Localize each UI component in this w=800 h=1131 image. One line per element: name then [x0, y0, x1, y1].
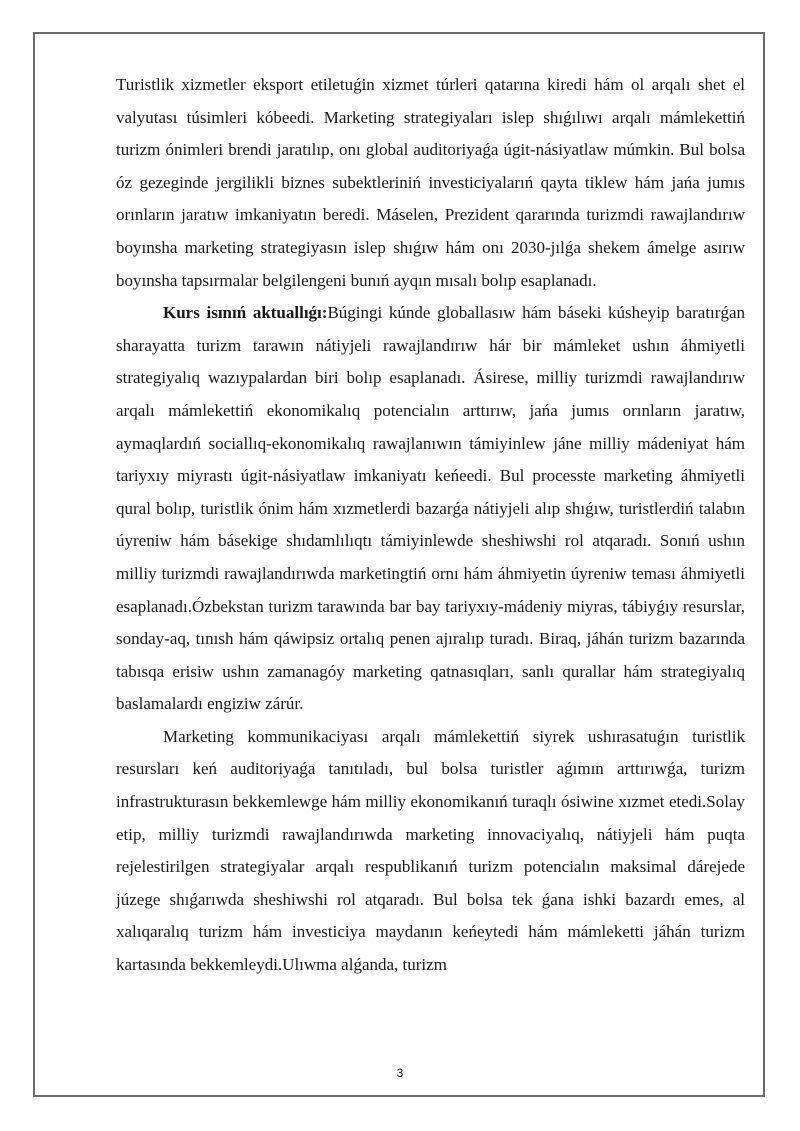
page-number: 3: [396, 1066, 404, 1080]
paragraph-3: [116, 721, 745, 982]
paragraph-1-text: Turistlik xizmetler eksport etiletuǵin xizmet túrleri qatarına kiredi hám ol arqalı shet el valyutası túsimleri kóbeedi. Marketing strategiyaları islep shıǵılıwı arqalı mámlekettiń turizm ónimleri brendi jaratılıp, onı global auditoriyaǵa úgit-násiyatlaw múmkin. Bul bolsa óz gezeginde jergilikli biznes subektleriniń investiciyalarıń qayta tiklew hám jańa jumıs orınların jaratıw imkaniyatın beredi. Máselen, Prezident qararında turizmdi rawajlandırıw boyınsha marketing strategiyasın islep shıǵıw hám onı 2030-jılǵa shekem ámelge asırıw boyınsha tapsırmalar belgilengeni bunıń ayqın mısalı bolıp esaplanadı.: [116, 75, 745, 290]
paragraph-2: [116, 297, 745, 721]
paragraph-2-text: Búgingi kúnde globallasıw hám báseki kúsheyip baratırǵan sharayatta turizm tarawın nátiyjeli rawajlandırıw hár bir mámleket ushın áhmiyetli strategiyalıq wazıypalardan biri bolıp esaplanadı. Ásirese, milliy turizmdi rawajlandırıw arqalı mámlekettiń ekonomikalıq potencialın arttırıw, jańa jumıs orınların jaratıw, aymaqlardıń sociallıq-ekonomikalıq rawajlanıwın támiyinlew jáne milliy mádeniyat hám tariyxıy miyrastı úgit-násiyatlaw imkaniyatı keńeedi. Bul processte marketing áhmiyetli qural bolıp, turistlik ónim hám xızmetlerdi bazarǵa nátiyjeli alıp shıǵıw, turistlerdiń talabın úyreniw hám básekige shıdamlılıqtı támiyinlewde sheshiwshi rol atqaradı. Sonıń ushın milliy turizmdi rawajlandırıwda marketingtiń ornı hám áhmiyetin úyreniw teması áhmiyetli esaplanadı.Ózbekstan turizm tarawında bar bay tariyxıy-mádeniy miyras, tábiyǵıy resurslar, sonday-aq, tınısh hám qáwipsiz ortalıq penen ajıralıp turadı. Biraq, jáhán turizm bazarında tabısqa erisiw ushın zamanagóy marketing qatnasıqları, sanlı qurallar hám strategiyalıq baslamalardı engiziw zárúr.: [116, 303, 745, 714]
paragraph-3-text: Marketing kommunikaciyası arqalı mámlekettiń siyrek ushırasatuǵın turistlik resursları keń auditoriyaǵa tanıtıladı, bul bolsa turistler aǵımın arttırıwǵa, turizm infrastrukturasın bekkemlewge hám milliy ekonomikanıń turaqlı ósiwine xızmet etedi.Solay etip, milliy turizmdi rawajlandırıwda marketing innovaciyalıq, nátiyjeli hám puqta rejelestirilgen strategiyalar arqalı respublikanıń turizm potencialın maksimal dárejede júzege shıǵarıwda sheshiwshi rol atqaradı. Bul bolsa tek ǵana ishki bazardı emes, al xalıqaralıq turizm hám investiciya maydanın keńeytedi hám mámleketti jáhán turizm kartasında bekkemleydi.Ulıwma alǵanda, turizm: [116, 726, 745, 975]
paragraph-2-lead: Kurs isınıń aktuallıǵı:: [163, 303, 328, 323]
document-body: [116, 69, 745, 982]
paragraph-1: [116, 69, 745, 297]
